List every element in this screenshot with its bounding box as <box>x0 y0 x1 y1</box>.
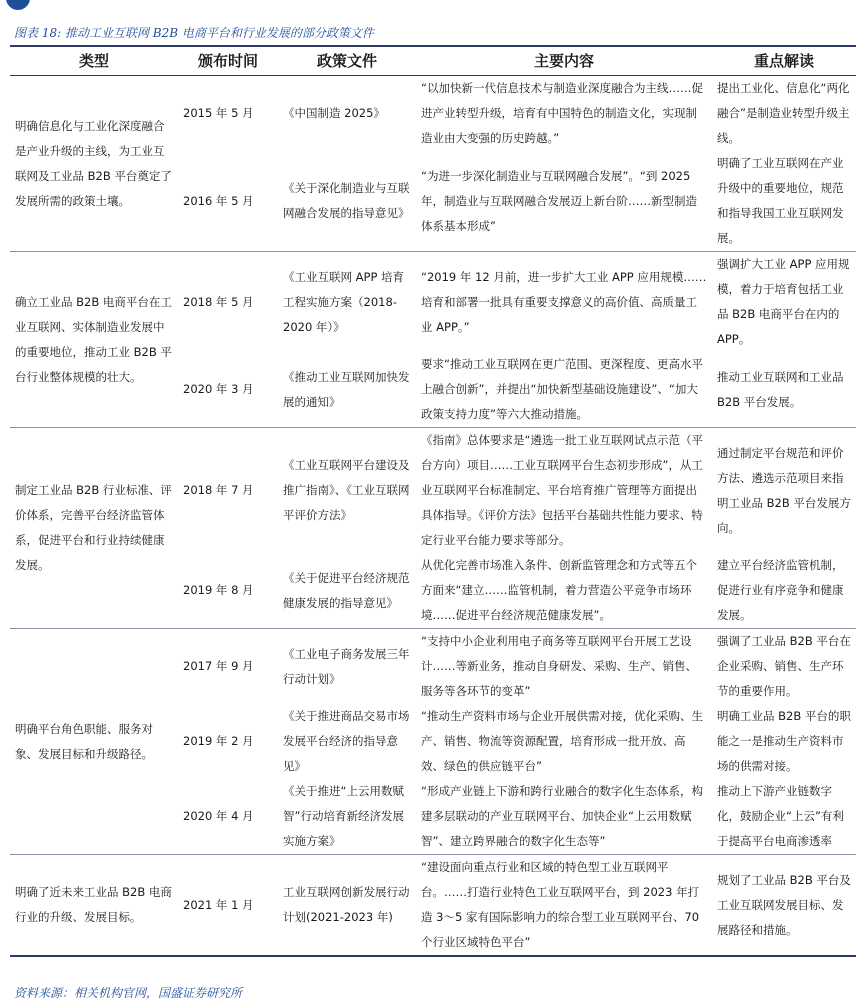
document-cell: 工业互联网创新发展行动计划(2021-2023 年) <box>278 855 416 957</box>
table-row <box>10 855 856 957</box>
content-cell: “建设面向重点行业和区域的特色型工业互联网平台。……打造行业特色工业互联网平台，到 2023 年打造 3～5 家有国际影响力的综合型工业互联网平台、70 个行业区域特色平台” <box>416 855 712 957</box>
date-cell: 2020 年 4 月 <box>178 779 278 855</box>
category-cell: 明确平台角色职能、服务对象、发展目标和升级路径。 <box>10 629 178 855</box>
document-cell: 《关于推进“上云用数赋智”行动培育新经济发展实施方案》 <box>278 779 416 855</box>
interpretation-cell: 推动工业互联网和工业品 B2B 平台发展。 <box>712 352 856 428</box>
date-cell: 2018 年 5 月 <box>183 294 254 309</box>
content-cell: “推动生产资料市场与企业开展供需对接，优化采购、生产、销售、物流等资源配置，培育形成一批开放、高效、绿色的供应链平台” <box>421 709 703 773</box>
document-cell: 《推动工业互联网加快发展的通知》 <box>278 352 416 428</box>
header-content: 主要内容 <box>416 46 712 76</box>
category-cell: 确立工业品 B2B 电商平台在工业互联网、实体制造业发展中的重要地位，推动工业 B2B 平台行业整体规模的壮大。 <box>10 252 178 428</box>
source-note: 资料来源：相关机构官网，国盛证券研究所 <box>14 986 243 1000</box>
content-cell: “支持中小企业利用电子商务等互联网平台开展工艺设计……等新业务，推动自身研发、采购、生产、销售、服务等各环节的变革” <box>421 634 697 698</box>
table-row <box>10 428 856 554</box>
interpretation-cell: 明确了工业互联网在产业升级中的重要地位，规范和指导我国工业互联网发展。 <box>712 151 856 252</box>
company-logo-icon <box>6 0 30 10</box>
document-cell: 《关于促进平台经济规范健康发展的指导意见》 <box>278 553 416 629</box>
header-doc: 政策文件 <box>278 46 416 76</box>
interpretation-cell: 通过制定平台规范和评价方法、遴选示范项目来指明工业品 B2B 平台发展方向。 <box>717 445 851 535</box>
table-row <box>10 252 856 353</box>
category-cell: 明确了近未来工业品 B2B 电商行业的升级、发展目标。 <box>10 855 178 957</box>
content-cell: 《指南》总体要求是“遴选一批工业互联网试点示范（平台方向）项目……工业互联网平台生态初步形成”，从工业互联网平台标准制定、平台培育推广管理等方面提出具体指导。《评价方法》包括平台基础共性能力要求、特定行业平台能力要求等部分。 <box>421 433 703 547</box>
content-cell: 从优化完善市场准入条件、创新监管理念和方式等五个方面来“建立……监管机制，着力营造公平竞争市场环境……促进平台经济规范健康发展”。 <box>416 553 712 629</box>
date-cell: 2015 年 5 月 <box>183 106 254 120</box>
date-cell: 2017 年 9 月 <box>183 659 254 673</box>
document-cell: 《关于深化制造业与互联网融合发展的指导意见》 <box>278 151 416 252</box>
interpretation-cell: 规划了工业品 B2B 平台及工业互联网发展目标、发展路径和措施。 <box>712 855 856 957</box>
header-type: 类型 <box>10 46 178 76</box>
document-cell: 《工业电子商务发展三年行动计划》 <box>283 646 410 686</box>
policy-table <box>10 45 856 957</box>
interpretation-cell: 提出工业化、信息化“两化融合”是制造业转型升级主线。 <box>717 81 850 145</box>
date-cell: 2021 年 1 月 <box>178 855 278 957</box>
document-cell: 《关于推进商品交易市场发展平台经济的指导意见》 <box>283 709 410 773</box>
content-cell: 要求“推动工业互联网在更广范围、更深程度、更高水平上融合创新”，并提出“加快新型基础设施建设”、“加大政策支持力度”等六大推动措施。 <box>416 352 712 428</box>
content-cell: “2019 年 12 月前，进一步扩大工业 APP 应用规模……培育和部署一批具有重要支撑意义的高价值、高质量工业 APP。” <box>421 269 707 334</box>
interpretation-cell: 强调扩大工业 APP 应用规模，着力于培育包括工业品 B2B 电商平台在内的 APP。 <box>717 257 850 346</box>
date-cell: 2019 年 8 月 <box>178 553 278 629</box>
interpretation-cell: 建立平台经济监管机制，促进行业有序竞争和健康发展。 <box>712 553 856 629</box>
header-date: 颁布时间 <box>178 46 278 76</box>
document-cell: 《中国制造 2025》 <box>283 106 385 120</box>
content-cell: “形成产业链上下游和跨行业融合的数字化生态体系，构建多层联动的产业互联网平台、加快企业“上云用数赋智”、建立跨界融合的数字化生态等” <box>416 779 712 855</box>
date-cell: 2019 年 2 月 <box>183 734 254 748</box>
date-cell: 2018 年 7 月 <box>183 483 254 497</box>
table-row <box>10 629 856 705</box>
interpretation-cell: 强调了工业品 B2B 平台在企业采购、销售、生产环节的重要作用。 <box>717 634 851 698</box>
date-cell: 2020 年 3 月 <box>178 352 278 428</box>
header-interp: 重点解读 <box>712 46 856 76</box>
document-cell: 《工业互联网 APP 培育工程实施方案（2018-2020 年）》 <box>283 269 405 334</box>
table-row <box>10 76 856 152</box>
date-cell: 2016 年 5 月 <box>178 151 278 252</box>
category-cell: 明确信息化与工业化深度融合是产业升级的主线，为工业互联网及工业品 B2B 平台奠定了发展所需的政策土壤。 <box>10 76 178 252</box>
figure-title: 图表 18: 推动工业互联网 B2B 电商平台和行业发展的部分政策文件 <box>14 26 374 40</box>
interpretation-cell: 明确工业品 B2B 平台的职能之一是推动生产资料市场的供需对接。 <box>717 709 851 773</box>
interpretation-cell: 推动上下游产业链数字化，鼓励企业“上云”有利于提高平台电商渗透率 <box>712 779 856 855</box>
document-cell: 《工业互联网平台建设及推广指南》、《工业互联网平评价方法》 <box>283 458 410 522</box>
category-cell: 制定工业品 B2B 行业标准、评价体系，完善平台经济监管体系，促进平台和行业持续健康发展。 <box>10 428 178 629</box>
table-header-row <box>10 46 856 76</box>
content-cell: “以加快新一代信息技术与制造业深度融合为主线……促进产业转型升级，培育有中国特色的制造文化，实现制造业由大变强的历史跨越。” <box>421 81 703 145</box>
content-cell: “为进一步深化制造业与互联网融合发展”。“到 2025 年，制造业与互联网融合发展迈上新台阶……新型制造体系基本形成” <box>416 151 712 252</box>
page-header-strip <box>0 0 861 12</box>
